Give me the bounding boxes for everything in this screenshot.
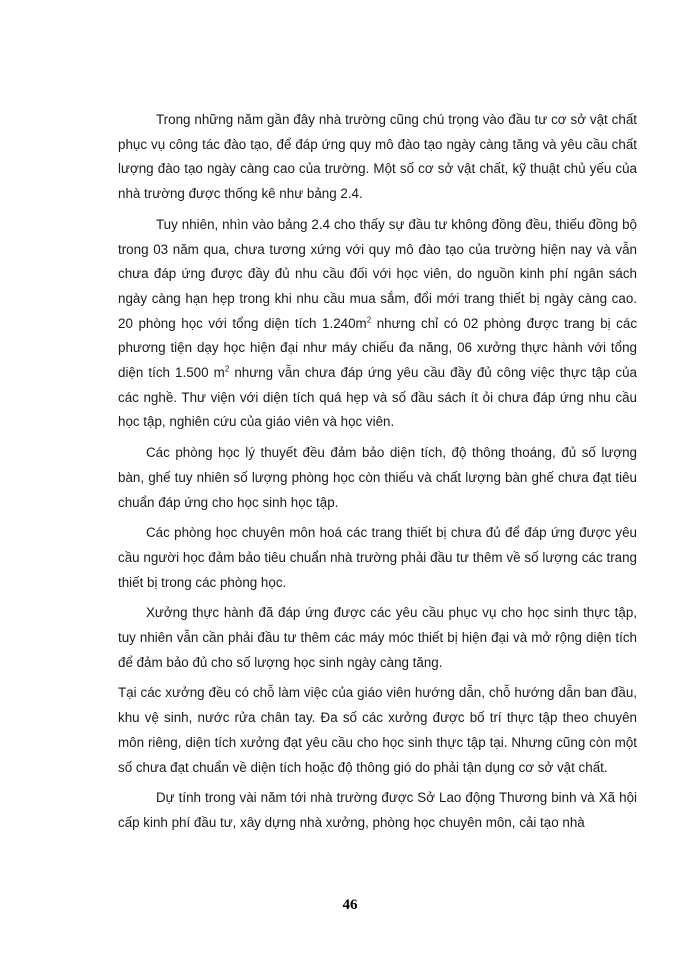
paragraph-specialized-rooms: Các phòng học chuyên môn hoá các trang thiết bị chưa đủ để đáp ứng được yêu cầu người học đảm bảo tiêu chuẩn nhà trường phải đầu tư thêm về số lượng các trang thiết bị trong các phòng học. (118, 525, 637, 590)
paragraph-future-plans: Dự tính trong vài năm tới nhà trường được Sở Lao động Thương binh và Xã hội cấp kinh phí đầu tư, xây dựng nhà xưởng, phòng học chuyên môn, cải tạo nhà (118, 790, 637, 830)
paragraph-text-part: nhưng vẫn chưa đáp ứng yêu cầu đầy đủ công việc thực tập của các nghề. Thư viện với diện tích quá hẹp và số đầu sách ít ỏi chưa đáp ứng nhu cầu học tập, nghiên cứu của giáo viên và học viên. (118, 365, 637, 430)
paragraph-text-part: nhưng chỉ có 02 phòng được trang bị các phương tiện dạy học hiện đại như máy chiếu đa năng, 06 xưởng thực hành với tổng diện tích 1.500 m (118, 315, 638, 381)
paragraph-text-part: Tuy nhiên, nhìn vào bảng 2.4 cho thấy sự đầu tư không đồng đều, thiếu đồng bộ trong 03 năm qua, chưa tương xứng với quy mô đào tạo của trường hiện nay và vẫn chưa đáp ứng được đầy đủ nhu cầu đối với học viên, do nguồn kinh phí ngân sách ngày càng hạn hẹp trong khi nhu cầu mua sắm, đổi mới trang thiết bị ngày càng cao. 20 phòng học với tổng diện tích 1.240m (118, 216, 637, 331)
paragraph-workshops: Xưởng thực hành đã đáp ứng được các yêu cầu phục vụ cho học sinh thực tập, tuy nhiên vẫn cần phải đầu tư thêm các máy móc thiết bị hiện đại và mở rộng diện tích để đảm bảo đủ cho số lượng học sinh ngày càng tăng. (118, 605, 637, 670)
superscript-squared: 2 (224, 364, 230, 374)
superscript-squared: 2 (366, 315, 372, 325)
paragraph-uneven-investment (118, 213, 637, 435)
paragraph-workshop-facilities: Tại các xưởng đều có chỗ làm việc của giáo viên hướng dẫn, chỗ hướng dẫn ban đầu, khu vệ sinh, nước rửa chân tay. Đa số các xưởng được bố trí thực tập theo chuyên môn riêng, diện tích xưởng đạt yêu cầu cho học sinh thực tập tại. Nhưng cũng còn một số chưa đạt chuẩn về diện tích hoặc độ thông gió do phải tận dụng cơ sở vật chất. (118, 685, 637, 775)
paragraph-investment-intro: Trong những năm gần đây nhà trường cũng chú trọng vào đầu tư cơ sở vật chất phục vụ công tác đào tạo, để đáp ứng quy mô đào tạo ngày càng tăng và yêu cầu chất lượng đào tạo ngày càng cao của trường. Một số cơ sở vật chất, kỹ thuật chủ yếu của nhà trường được thống kê như bảng 2.4. (118, 112, 637, 202)
paragraph-theory-rooms: Các phòng học lý thuyết đều đảm bảo diện tích, độ thông thoáng, đủ số lượng bàn, ghế tuy nhiên số lượng phòng học còn thiếu và chất lượng bàn ghế chưa đạt tiêu chuẩn đáp ứng cho học sinh học tập. (118, 445, 637, 510)
page-number: 46 (342, 897, 358, 913)
document-body (118, 108, 637, 842)
